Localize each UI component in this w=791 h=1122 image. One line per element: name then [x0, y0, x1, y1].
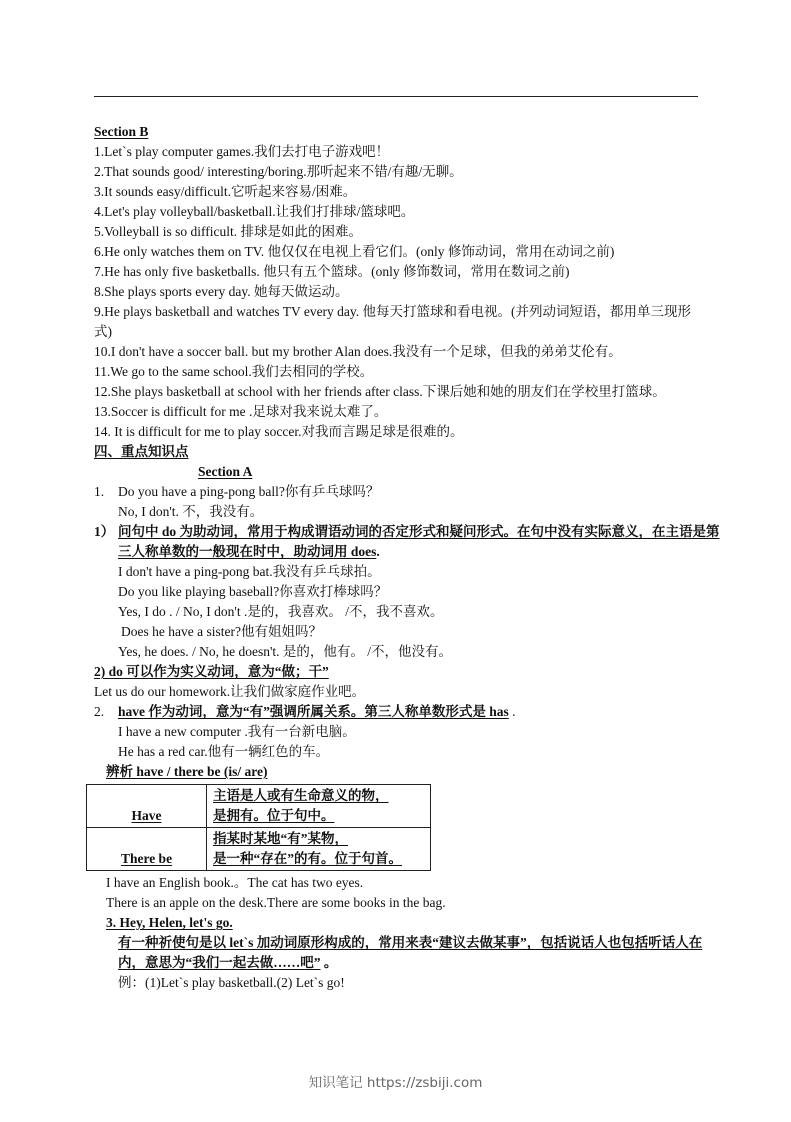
section-b-item-9: 9.He plays basketball and watches TV every day. 他每天打篮球和看电视。(并列动词短语，都用单三现形式) — [94, 304, 692, 339]
point-1-text: 问句中 do 为助动词，常用于构成谓语动词的否定形式和疑问形式。在句中没有实际意义，在主语是第三人称单数的一般现在时中，助动词用 does — [118, 524, 720, 559]
question-2-number: 2. — [94, 704, 105, 719]
compare-desc-there-be-line-2: 是一种“存在”的有。位于句首。 — [213, 851, 402, 866]
question-3-title: 3. Hey, Helen, let's go. — [106, 915, 233, 930]
question-2-example-1: I have a new computer .我有一台新电脑。 — [118, 724, 356, 739]
key-points-title: 四、重点知识点 — [94, 444, 189, 459]
section-b-item-13: 13.Soccer is difficult for me .足球对我来说太难了。 — [94, 404, 388, 419]
section-b-item-10: 10.I don't have a soccer ball. but my brother Alan does.我没有一个足球，但我的弟弟艾伦有。 — [94, 344, 622, 359]
question-2-suffix: . — [508, 704, 516, 719]
question-1-answer: No, I don't. 不，我没有。 — [118, 504, 264, 519]
point-1-example-4: Does he have a sister?他有姐姐吗？ — [121, 624, 322, 639]
point-1-example-5: Yes, he does. / No, he doesn't. 是的，他有。 /不，他没有。 — [118, 644, 453, 659]
footer-watermark: 知识笔记 https://zsbiji.com — [308, 1075, 483, 1091]
compare-term-have-label: Have — [131, 808, 162, 823]
section-b-item-3: 3.It sounds easy/difficult.它听起来容易/困难。 — [94, 184, 357, 199]
compare-term-have — [87, 785, 207, 828]
point-2-example: Let us do our homework.让我们做家庭作业吧。 — [94, 684, 366, 699]
compare-term-there-be-label: There be — [120, 851, 173, 866]
compare-row-have — [87, 785, 431, 828]
compare-desc-have — [207, 785, 431, 828]
point-1-explanation — [94, 522, 724, 562]
question-3-description-text: 有一种祈使句是以 let`s 加动词原形构成的，常用来表“建议去做某事”，包括说话人也包括听话人在内，意思为“我们一起去做……吧” — [118, 935, 703, 970]
question-3-example: 例：(1)Let`s play basketball.(2) Let`s go! — [118, 975, 345, 990]
compare-desc-there-be — [207, 828, 431, 871]
compare-desc-there-be-line-1: 指某时某地“有”某物， — [213, 831, 348, 846]
section-b-item-5: 5.Volleyball is so difficult. 排球是如此的困难。 — [94, 224, 362, 239]
section-b-item-8: 8.She plays sports every day. 她每天做运动。 — [94, 284, 349, 299]
document-body — [94, 122, 720, 993]
compare-example-2: There is an apple on the desk.There are some books in the bag. — [106, 895, 446, 910]
section-b-item-11: 11.We go to the same school.我们去相同的学校。 — [94, 364, 374, 379]
question-1-text: Do you have a ping-pong ball?你有乒乓球吗？ — [118, 484, 380, 499]
header-rule — [94, 96, 698, 97]
section-b-item-4: 4.Let's play volleyball/basketball.让我们打排球/篮球吧。 — [94, 204, 415, 219]
question-2-title: have 作为动词，意为“有”强调所属关系。第三人称单数形式是 has — [118, 704, 509, 719]
question-2-example-2: He has a red car.他有一辆红色的车。 — [118, 744, 330, 759]
section-b-item-14: 14. It is difficult for me to play soccer.对我而言踢足球是很难的。 — [94, 424, 464, 439]
question-1-number: 1. — [94, 484, 105, 499]
compare-desc-have-line-2: 是拥有。位于句中。 — [213, 808, 335, 823]
point-1-text-end: . — [376, 544, 380, 559]
compare-example-1: I have an English book.。The cat has two eyes. — [106, 875, 364, 890]
section-b-item-2: 2.That sounds good/ interesting/boring.那听起来不错/有趣/无聊。 — [94, 164, 463, 179]
question-3-description-suffix: 。 — [320, 955, 338, 970]
point-1-example-2: Do you like playing baseball?你喜欢打棒球吗？ — [118, 584, 388, 599]
section-b-item-7: 7.He has only five basketballs. 他只有五个篮球。(only 修饰数词，常用在数词之前) — [94, 264, 570, 279]
compare-term-there-be — [87, 828, 207, 871]
point-1-number: 1） — [94, 524, 115, 539]
compare-desc-have-line-1: 主语是人或有生命意义的物， — [213, 788, 389, 803]
compare-title: 辨析 have / there be (is/ are) — [106, 764, 268, 779]
compare-row-there-be — [87, 828, 431, 871]
question-2 — [94, 702, 706, 722]
section-a-title: Section A — [198, 464, 253, 479]
section-b-item-12: 12.She plays basketball at school with her friends after class.下课后她和她的朋友们在学校里打篮球。 — [94, 384, 666, 399]
question-3-description — [94, 933, 712, 973]
section-b-item-1: 1.Let`s play computer games.我们去打电子游戏吧！ — [94, 144, 390, 159]
point-1-example-1: I don't have a ping-pong bat.我没有乒乓球拍。 — [118, 564, 381, 579]
question-1 — [94, 482, 706, 502]
compare-table — [86, 784, 431, 871]
point-2-title: 2) do 可以作为实义动词，意为“做；干” — [94, 664, 329, 679]
point-1-example-3: Yes, I do . / No, I don't .是的，我喜欢。 /不，我不喜欢。 — [118, 604, 444, 619]
section-b-title: Section B — [94, 124, 149, 139]
section-b-item-6: 6.He only watches them on TV. 他仅仅在电视上看它们。(only 修饰动词，常用在动词之前) — [94, 244, 615, 259]
